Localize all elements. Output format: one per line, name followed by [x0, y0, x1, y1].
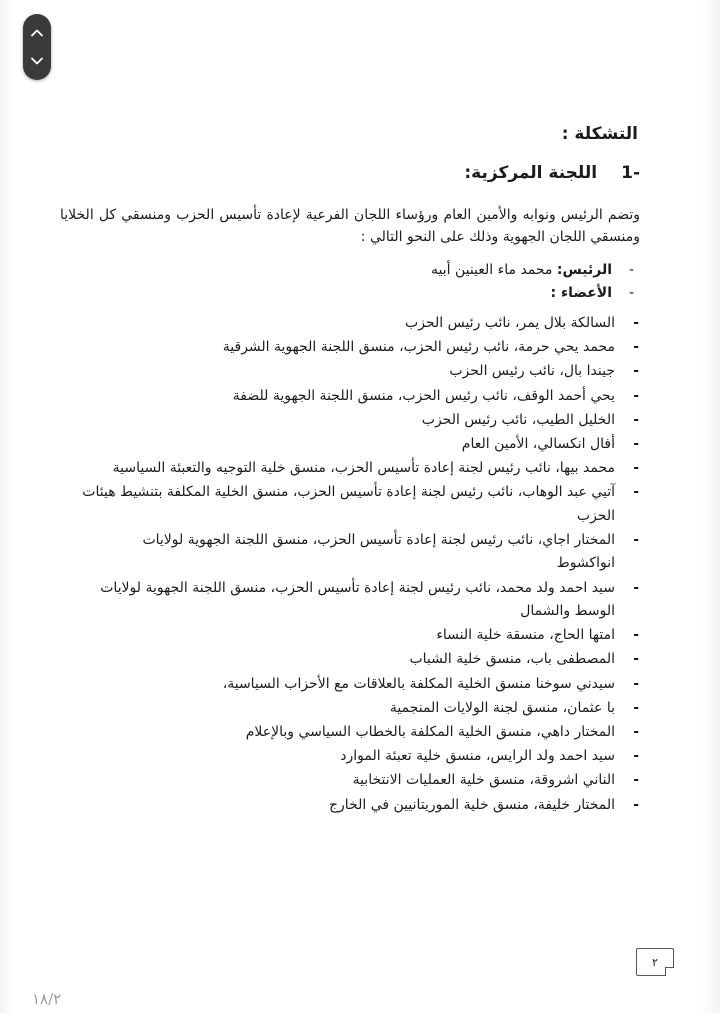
list-item: - المختار خليفة، منسق خلية الموريتانيين في الخارج [80, 794, 640, 817]
list-item: - أفال انكسالي، الأمين العام [80, 433, 640, 456]
page-number: ٢ [652, 955, 658, 969]
president-item [74, 259, 634, 282]
members-label-item [74, 282, 634, 305]
list-item: - المصطفى باب، منسق خلية الشباب [80, 648, 640, 671]
list-item: - جيندا بال، نائب رئيس الحزب [80, 360, 640, 383]
leadership-list [74, 259, 634, 305]
list-item: - سيد احمد ولد الرايس، منسق خلية تعبئة الموارد [80, 745, 640, 768]
list-item: - الناني اشروقة، منسق خلية العمليات الانتخابية [80, 769, 640, 792]
subsection-title: اللجنة المركزية: [464, 163, 598, 183]
list-item: - محمد يحي حرمة، نائب رئيس الحزب، منسق اللجنة الجهوية الشرقية [80, 336, 640, 359]
list-item: - المختار اجاي، نائب رئيس لجنة إعادة تأسيس الحزب، منسق اللجنة الجهوية لولايات انواكشوط [80, 529, 640, 576]
list-item: - سيد احمد ولد محمد، نائب رئيس لجنة إعادة تأسيس الحزب، منسق اللجنة الجهوية لولايات الوسط والشمال [80, 577, 640, 624]
subsection-number: -1 [621, 163, 640, 183]
president-label: الرئيس: [556, 262, 612, 278]
list-item: - المختار داهي، منسق الخلية المكلفة بالخطاب السياسي وبالإعلام [80, 721, 640, 744]
president-name: محمد ماء العينين أبيه [430, 262, 553, 278]
list-item: - محمد بيها، نائب رئيس لجنة إعادة تأسيس الحزب، منسق خلية التوجيه والتعبئة السياسية [80, 457, 640, 480]
list-item: - سيدني سوخنا منسق الخلية المكلفة بالعلاقات مع الأحزاب السياسية، [80, 673, 640, 696]
list-item: - الخليل الطيب، نائب رئيس الحزب [80, 409, 640, 432]
list-item: - آتيي عبد الوهاب، نائب رئيس لجنة إعادة تأسيس الحزب، منسق الخلية المكلفة بتنشيط هيئات الحزب [80, 481, 640, 528]
section-heading: التشكلة : [561, 124, 638, 144]
list-item: - با عثمان، منسق لجنة الولايات المنجمية [80, 697, 640, 720]
members-list [80, 312, 640, 818]
list-item: - السالكة بلال يمر، نائب رئيس الحزب [80, 312, 640, 335]
handwritten-note: ١٨/٢ [32, 990, 62, 1008]
list-item: - امتها الحاج، منسقة خلية النساء [80, 624, 640, 647]
page-number-box [636, 948, 674, 976]
intro-paragraph: وتضم الرئيس ونوابه والأمين العام ورؤساء اللجان الفرعية لإعادة تأسيس الحزب ومنسقي كل الخلايا ومنسقي اللجان الجهوية وذلك على النحو التالي : [60, 207, 640, 245]
subsection-heading [464, 163, 640, 183]
list-item: - يحي أحمد الوقف، نائب رئيس الحزب، منسق اللجنة الجهوية للضفة [80, 385, 640, 408]
members-label: الأعضاء : [550, 285, 612, 301]
